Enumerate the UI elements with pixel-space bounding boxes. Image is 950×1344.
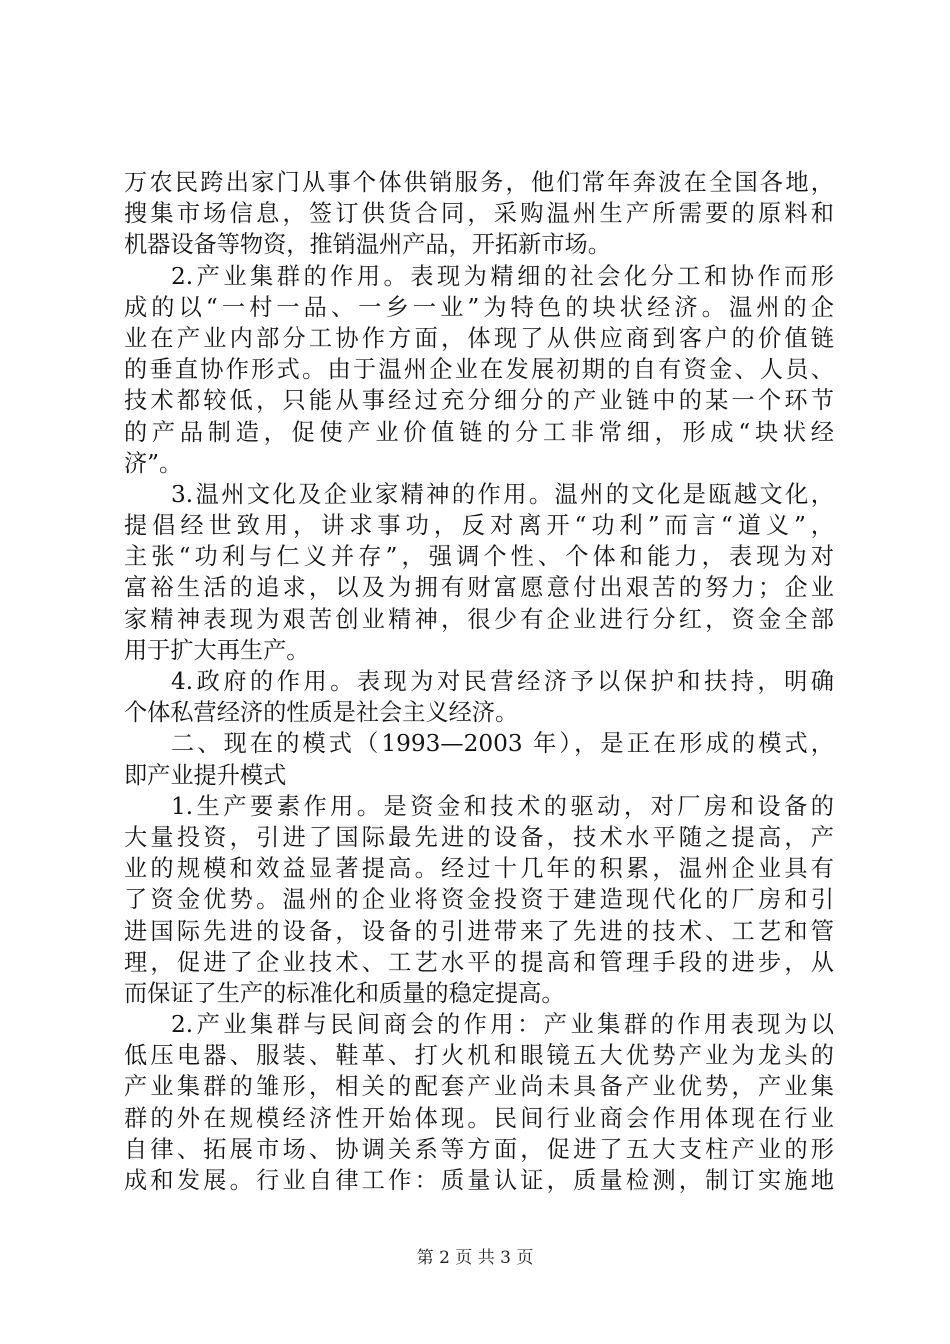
text-line: 3.温州文化及企业家精神的作用。温州的文化是瓯越文化，	[171, 480, 834, 508]
text-line: 大量投资，引进了国际最先进的设备，技术水平随之提高，产	[124, 823, 834, 851]
text-line: 2.产业集群与民间商会的作用：产业集群的作用表现为以	[171, 1011, 834, 1039]
text-line: 的产品制造，促使产业价值链的分工非常细，形成“块状经	[124, 418, 834, 446]
text-line: 提倡经世致用，讲求事功，反对离开“功利”而言“道义”，	[124, 512, 834, 540]
text-line: 业的规模和效益显著提高。经过十几年的积累，温州企业具有	[124, 855, 834, 883]
text-line: 济”。	[124, 449, 183, 477]
text-line: 业在产业内部分工协作方面，体现了从供应商到客户的价值链	[124, 324, 834, 352]
body-text	[124, 167, 834, 1196]
text-line: 2.产业集群的作用。表现为精细的社会化分工和协作而形	[171, 262, 834, 290]
text-line: 搜集市场信息，签订供货合同，采购温州生产所需要的原料和	[124, 200, 834, 228]
text-line: 理，促进了企业技术、工艺水平的提高和管理手段的进步，从	[124, 948, 834, 976]
text-line: 个体私营经济的性质是社会主义经济。	[124, 699, 519, 727]
section-heading: 即产业提升模式	[124, 761, 287, 789]
text-line: 技术都较低，只能从事经过充分细分的产业链中的某一个环节	[124, 387, 834, 415]
text-line: 成的以“一村一品、一乡一业”为特色的块状经济。温州的企	[124, 293, 834, 321]
text-line: 4.政府的作用。表现为对民营经济予以保护和扶持，明确	[171, 668, 834, 695]
text-line: 主张“功利与仁义并存”，强调个性、个体和能力，表现为对	[124, 543, 834, 571]
text-line: 家精神表现为艰苦创业精神，很少有企业进行分红，资金全部	[124, 605, 834, 633]
text-line: 而保证了生产的标准化和质量的稳定提高。	[124, 979, 565, 1007]
text-line: 群的外在规模经济性开始体现。民间行业商会作用体现在行业	[124, 1104, 834, 1132]
text-line: 机器设备等物资，推销温州产品，开拓新市场。	[124, 231, 611, 259]
text-line: 用于扩大再生产。	[124, 636, 310, 664]
text-line: 进国际先进的设备，设备的引进带来了先进的技术、工艺和管	[124, 917, 834, 945]
page-number: 第 2 页 共 3 页	[416, 1248, 534, 1268]
text-line: 万农民跨出家门从事个体供销服务，他们常年奔波在全国各地，	[124, 169, 834, 196]
text-line: 自律、拓展市场、协调关系等方面，促进了五大支柱产业的形	[124, 1135, 834, 1163]
text-line: 的垂直协作形式。由于温州企业在发展初期的自有资金、人员、	[124, 356, 834, 384]
text-line: 了资金优势。温州的企业将资金投资于建造现代化的厂房和引	[124, 886, 834, 914]
text-line: 产业集群的雏形，相关的配套产业尚未具备产业优势，产业集	[124, 1073, 834, 1101]
text-line: 1.生产要素作用。是资金和技术的驱动，对厂房和设备的	[171, 792, 834, 820]
section-heading: 二、现在的模式（1993—2003 年），是正在形成的模式，	[171, 730, 834, 758]
text-line: 成和发展。行业自律工作：质量认证，质量检测，制订实施地	[124, 1167, 834, 1194]
text-line: 低压电器、服装、鞋革、打火机和眼镜五大优势产业为龙头的	[124, 1042, 834, 1070]
text-line: 富裕生活的追求，以及为拥有财富愿意付出艰苦的努力；企业	[124, 574, 834, 602]
